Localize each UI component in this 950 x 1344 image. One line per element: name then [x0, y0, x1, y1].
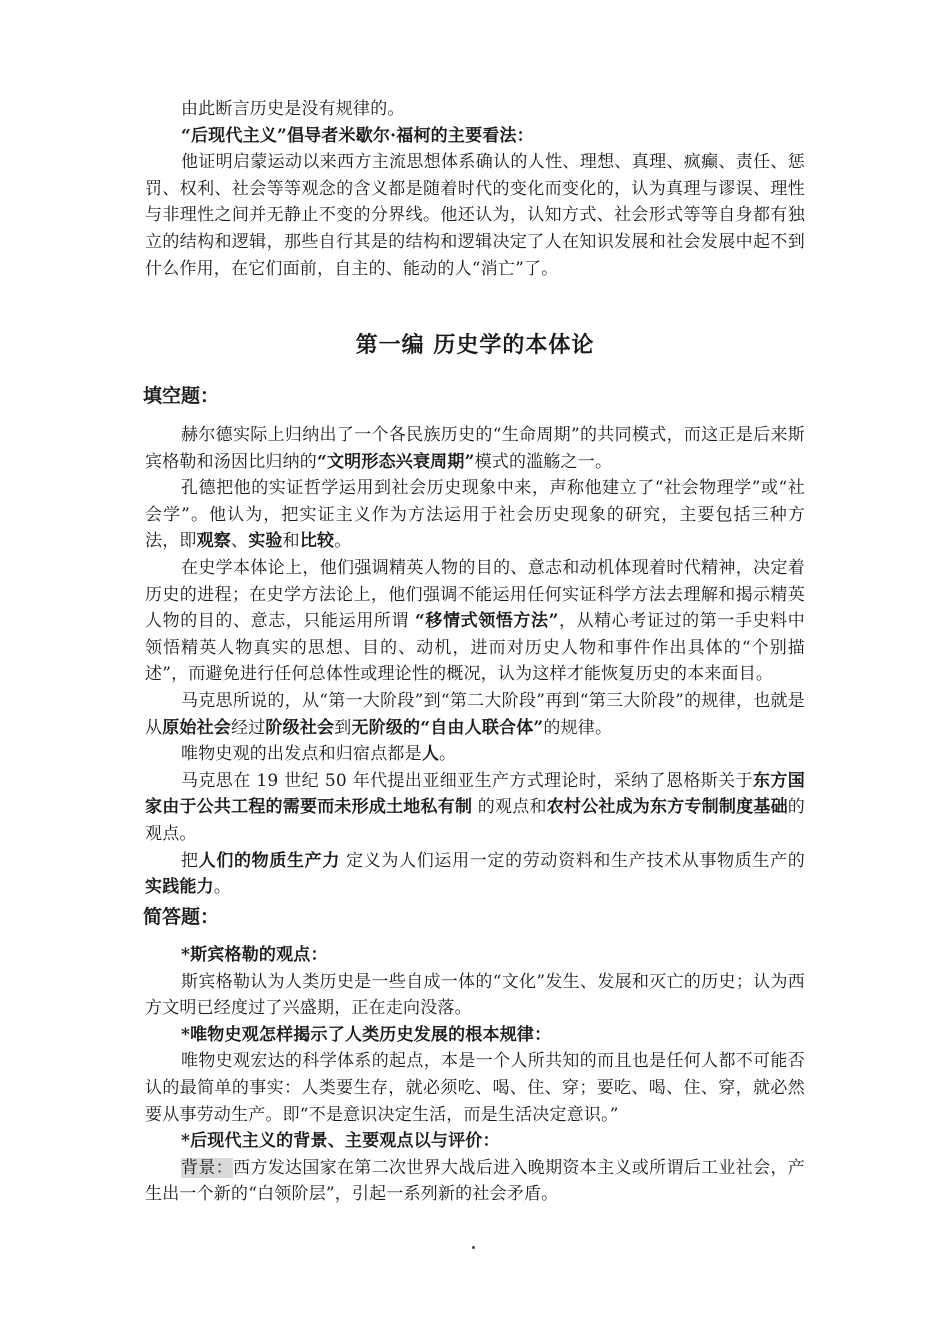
text-run: 马克思在 19 世纪 50 年代提出亚细亚生产方式理论时，采纳了恩格斯关于 [181, 770, 753, 791]
short-answer-section [145, 942, 805, 1208]
question-heading: *唯物史观怎样揭示了人类历史发展的根本规律： [181, 1024, 552, 1045]
section-heading-fill-blank: 填空题： [143, 385, 220, 407]
text-run: 模式的滥觞之一。 [474, 451, 613, 472]
paragraph [145, 848, 805, 901]
answer-text: 原始社会 [162, 717, 232, 738]
answer-text: “文明形态兴衰周期” [317, 451, 475, 472]
text-run: 、 [231, 531, 249, 552]
answer-text: 观察 [196, 531, 232, 552]
text-run: 。 [439, 744, 457, 765]
answer-text: 农村公社成为东方专制制度基础 [546, 797, 788, 818]
text-run: 的规律。 [543, 717, 613, 738]
text-run: 赫尔德实际上归纳出了一个各民族历史的“生命周期”的共同模式，而这正是后来斯宾格勒和汤因比归纳的 [145, 425, 805, 472]
paragraph: 唯物史观宏达的科学体系的起点，本是一个人所共知的而且也是任何人都不可能否认的最简单的事实：人类要生存，就必须吃、喝、住、穿；要吃、喝、住、穿，就必然要从事劳动生产。即“不是意识决定生活，而是生活决定意识。” [145, 1051, 805, 1125]
text-run: 。 [213, 877, 232, 898]
top-section [145, 96, 805, 282]
text-run: 唯物史观的出发点和归宿点都是 [181, 744, 422, 765]
paragraph [145, 422, 805, 475]
fill-blank-section [145, 422, 805, 901]
chapter-title: 第一编 历史学的本体论 [355, 333, 595, 358]
answer-text: 阶级社会 [265, 717, 335, 738]
question-heading: *后现代主义的背景、主要观点以与评价： [181, 1131, 500, 1152]
highlighted-label: 背景： [181, 1157, 234, 1178]
subheading-foucault: “后现代主义”倡导者米歇尔·福柯的主要看法： [181, 125, 534, 146]
text-run: 在史学本体论上，他们强调精英人物的目的、意志和动机体现着时代精神，决定着历史的进程；在史学方法论上，他们强调不能运用任何实证科学方法去理解和揭示精英人物的目的、意志，只能运用所谓 [145, 557, 805, 632]
paragraph [145, 475, 805, 555]
paragraph [145, 1155, 805, 1208]
text-run: 西方发达国家在第二次世界大战后进入晚期资本主义或所谓后工业社会，产生出一个新的“白领阶层”，引起一系列新的社会矛盾。 [145, 1157, 805, 1205]
text-run: 到 [334, 717, 352, 738]
paragraph: 他证明启蒙运动以来西方主流思想体系确认的人性、理想、真理、疯癫、责任、惩罚、权利、社会等等观念的含义都是随着时代的变化而变化的，认为真理与谬误、理性与非理性之间并无静止不变的分界线。他还认为，认知方式、社会形式等等自身都有独立的结构和逻辑，那些自行其是的结构和逻辑决定了人在知识发展和社会发展中起不到什么作用，在它们面前，自主的、能动的人“消亡”了。 [145, 152, 805, 279]
answer-text: 东方国家由于公共工程的需要而未形成土地私有制 [145, 770, 805, 818]
section-heading-short-answer: 简答题： [143, 906, 220, 928]
paragraph [145, 688, 805, 741]
question-heading: *斯宾格勒的观点： [181, 945, 328, 965]
answer-text: 实践能力 [145, 877, 214, 898]
paragraph [145, 741, 805, 768]
text-run: 经过 [231, 717, 266, 738]
answer-text: 比较 [299, 531, 335, 552]
text-run: 马克思所说的，从“第一大阶段”到“第二大阶段”再到“第三大阶段”的规律，也就是从 [145, 690, 805, 738]
text-run: 孔德把他的实证哲学运用到社会历史现象中来，声称他建立了“社会物理学”或“社会学”。他认为，把实证主义作为方法运用于社会历史现象的研究，主要包括三种方法，即 [145, 478, 805, 552]
answer-text: 人们的物质生产力 [198, 850, 341, 871]
paragraph [145, 555, 805, 688]
text-run: 的观点和 [472, 797, 547, 818]
paragraph [145, 768, 805, 848]
text-run: 。 [334, 531, 352, 552]
text-run: 和 [282, 531, 300, 552]
paragraph: 由此断言历史是没有规律的。 [181, 99, 405, 119]
text-run: 把 [181, 850, 199, 871]
answer-text: “移情式领悟方法” [415, 611, 559, 632]
answer-text: 无阶级的“自由人联合体” [351, 717, 544, 738]
text-run: 定义为人们运用一定的劳动资料和生产技术从事物质生产的 [340, 850, 805, 871]
text-run: 的观点。 [145, 797, 805, 844]
page-marker-dot [472, 1246, 475, 1249]
answer-text: 人 [421, 744, 440, 765]
text-run: ，从精心考证过的第一手史料中领悟精英人物真实的思想、目的、动机，进而对历史人物和事件作出具体的“个别描述”，而避免进行任何总体性或理论性的概况，认为这样才能恢复历史的本来面目。 [145, 611, 805, 685]
paragraph: 斯宾格勒认为人类历史是一些自成一体的“文化”发生、发展和灭亡的历史；认为西方文明已经度过了兴盛期，正在走向没落。 [145, 971, 805, 1019]
answer-text: 实验 [248, 531, 283, 552]
